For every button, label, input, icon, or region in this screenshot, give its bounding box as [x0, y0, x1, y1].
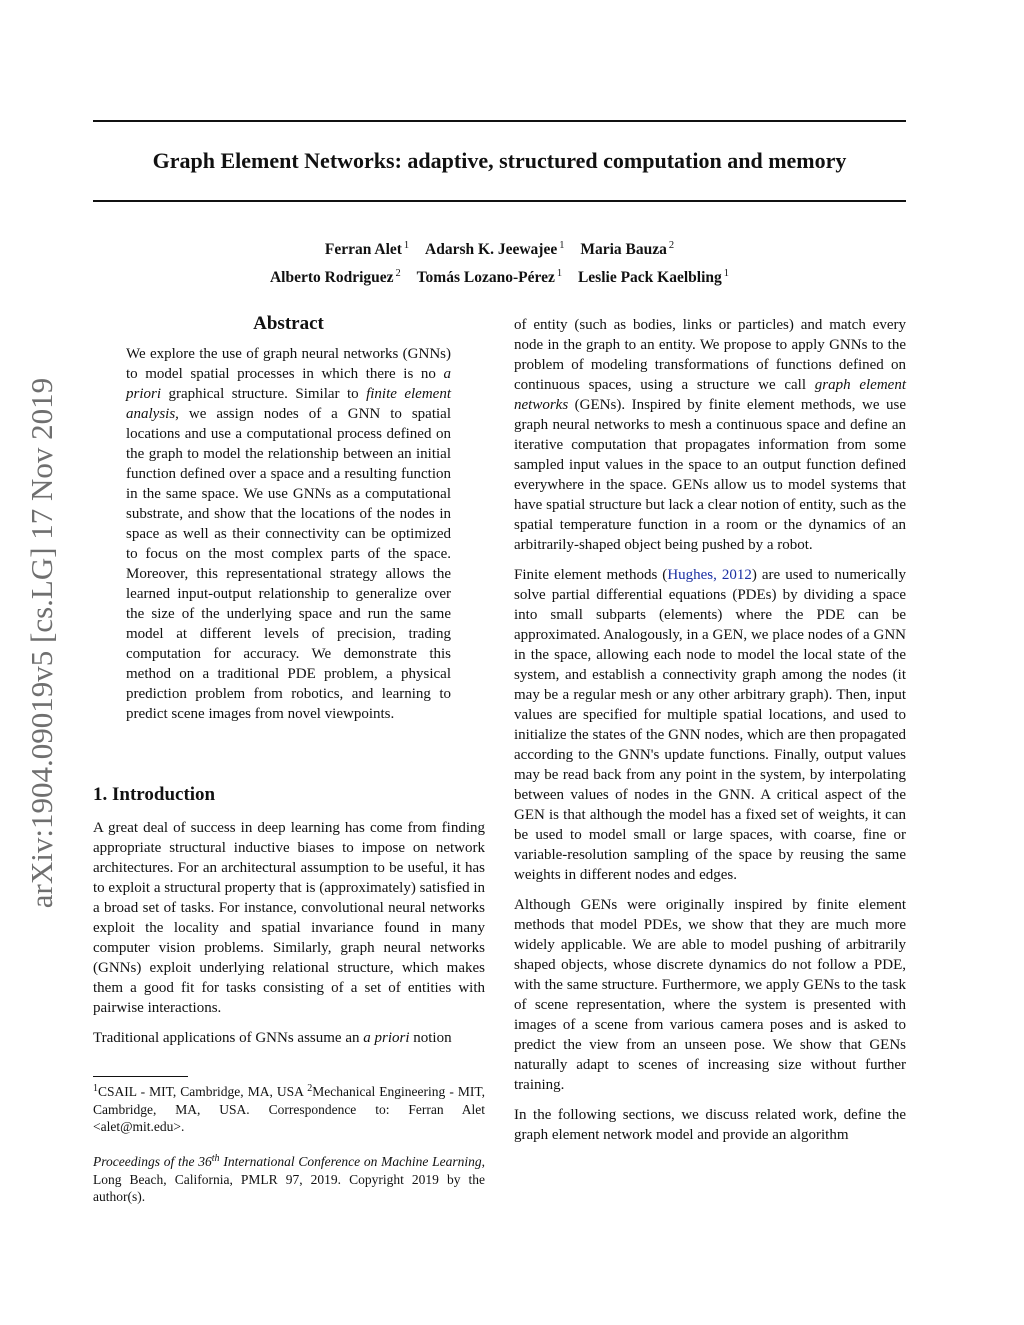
- introduction-right-column: [514, 315, 906, 1155]
- author-row-2: [93, 262, 906, 290]
- footnote-rule: [93, 1076, 188, 1077]
- author: Adarsh K. Jeewajee $^1$: [425, 240, 565, 258]
- title-bottom-rule: [93, 200, 906, 202]
- abstract-body: We explore the use of graph neural networks (GNNs) to model spatial processes in which there is no a priori graphical structure. Similar to finite element analysis, we assign nodes of a GNN to spatial locations and use a computational process defined on the graph to model the relationship between an initial function defined over a space and a resulting function in the same space. We use GNNs as a computational substrate, and show that the locations of the nodes in space as well as their connectivity can be optimized to focus on the most complex parts of the space. Moreover, this representational strategy allows the learned input-output relationship to generalize over the size of the underlying space and run the same model at different levels of precision, trading computation for accuracy. We demonstrate this method on a traditional PDE problem, a physical prediction problem from robotics, and learning to predict scene images from novel viewpoints.: [126, 346, 452, 722]
- paragraph: of entity (such as bodies, links or particles) and match every node in the graph to an entity. We propose to apply GNNs to the problem of modeling transformations of functions defined on continuous spaces, using a structure we call graph element networks (GENs). Inspired by finite element methods, we use graph neural networks to mesh a continuous space and define an iterative computation that propagates information from some sampled input values in the space to an output function defined everywhere in the space. GENs allow us to model systems that have spatial structure but lack a clear notion of entity, such as the spatial temperature function in a room or the dynamics of an arbitrarily-shaped object being pushed by a robot.: [514, 317, 906, 553]
- proceedings-note: Proceedings of the 36th International Conference on Machine Learning, Long Beach, California, PMLR 97, 2019. Copyright 2019 by the author(s).: [93, 1153, 485, 1204]
- paragraph: Traditional applications of GNNs assume an a priori notion: [93, 1030, 452, 1046]
- section-heading-introduction: 1. Introduction: [93, 784, 216, 805]
- paragraph: A great deal of success in deep learning has come from finding appropriate structural inductive biases to impose on network architectures. For an architectural assumption to be useful, it has to exploit a structural property that is (approximately) satisfied in a broad set of tasks. For instance, convolutional neural networks exploit the locality and spatial invariance found in many computer vision problems. Similarly, graph neural networks (GNNs) exploit underlying relational structure, which makes them a good fit for tasks consisting of a set of entities with pairwise interactions.: [93, 820, 485, 1016]
- author-row-1: [93, 234, 906, 262]
- author: Alberto Rodriguez $^2$: [269, 268, 401, 286]
- author: Leslie Pack Kaelbling $^1$: [577, 268, 730, 286]
- affiliation-footnote: $^1$CSAIL - MIT, Cambridge, MA, USA $^2$Mechanical Engineering - MIT, Cambridge, MA, USA. Correspondence to: Ferran Alet <alet@mit.edu>.: [93, 1083, 485, 1134]
- introduction-left-column: [93, 818, 485, 1058]
- abstract-heading: Abstract: [253, 313, 324, 334]
- paper-title: Graph Element Networks: adaptive, structured computation and memory: [152, 148, 847, 173]
- citation-link[interactable]: Hughes, 2012: [667, 567, 752, 583]
- author: Maria Bauza $^2$: [580, 240, 675, 258]
- author: Ferran Alet $^1$: [324, 240, 410, 258]
- author-list: [93, 234, 906, 290]
- author: Tomás Lozano-Pérez $^1$: [416, 268, 563, 286]
- paragraph: Although GENs were originally inspired by finite element methods that model PDEs, we show that they are much more widely applicable. We are able to model pushing of arbitrarily shaped objects, whose discrete dynamics do not follow a PDE, with the same structure. Furthermore, we apply GENs to the task of scene representation, where the system is presented with images of a scene from various camera poses and is asked to predict the view from an unseen pose. We show that GENs naturally adapt to scenes of increasing size without further training.: [514, 897, 906, 1093]
- title-top-rule: [93, 120, 906, 122]
- arxiv-identifier: arXiv:1904.09019v5 [cs.LG] 17 Nov 2019: [24, 377, 59, 909]
- paragraph: In the following sections, we discuss related work, define the graph element network model and provide an algorithm: [514, 1107, 906, 1143]
- paragraph: Finite element methods (Hughes, 2012) are used to numerically solve partial differential equations (PDEs) by dividing a space into small subparts (elements) where the PDE can be approximated. Analogously, in a GEN, we place nodes of a GNN in the space, allowing each node to model the local state of the system, and establish a connectivity graph among the nodes (it may be a regular mesh or any other arbitrary graph). Then, input values are specified for multiple spatial locations, and used to initialize the states of the GNN nodes, which are then propagated according to the GNN's update functions. Finally, output values may be read back from any point in the system, by interpolating between values of nodes in the GNN. A critical aspect of the GEN is that although the model has a fixed set of weights, it can be used to model small or large spaces, with coarse, fine or variable-resolution sampling of the space by reusing the same weights in different nodes and edges.: [514, 567, 906, 883]
